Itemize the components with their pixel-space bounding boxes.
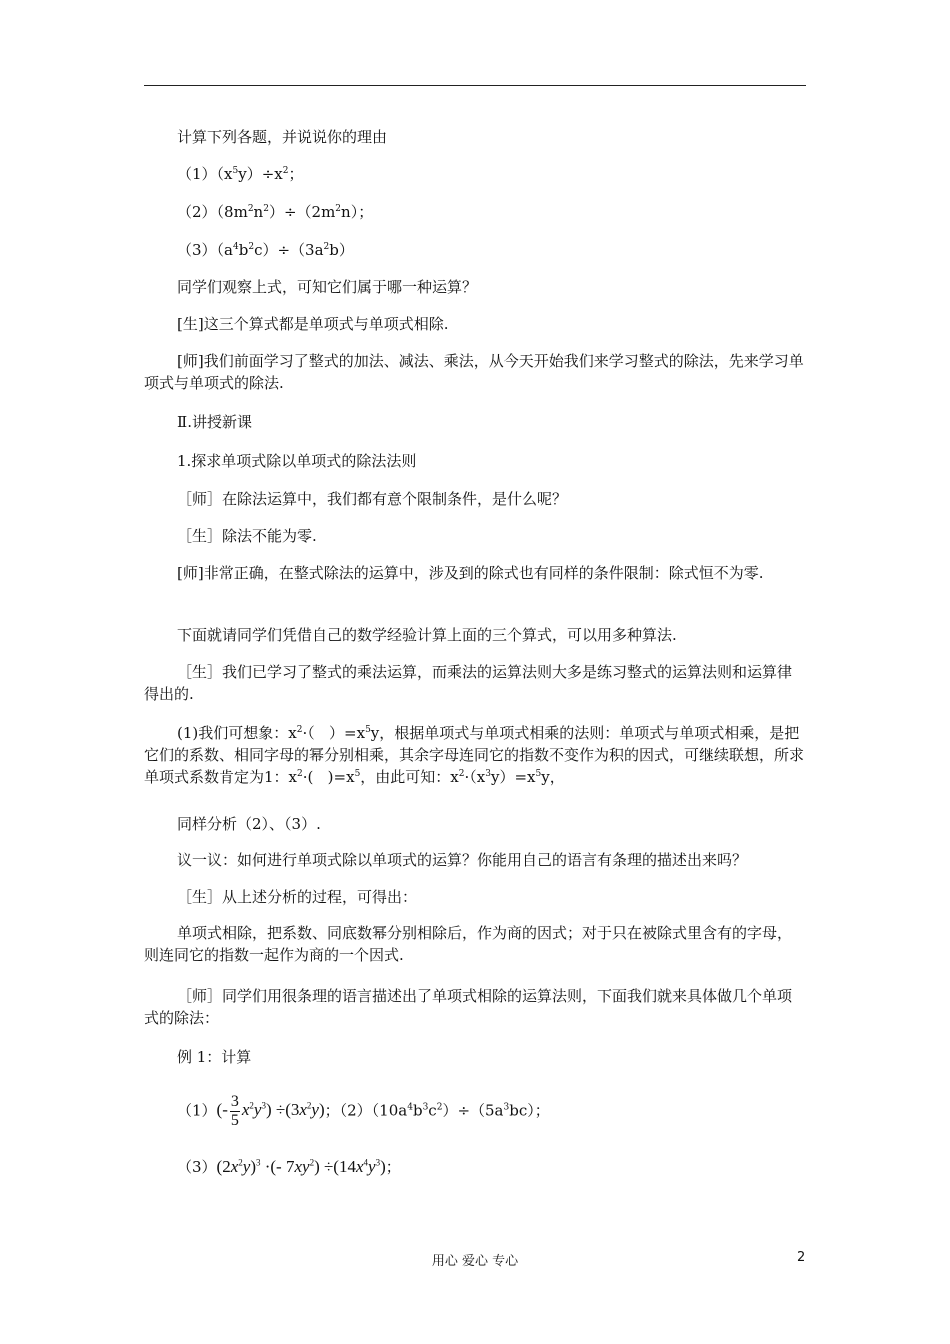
calculation-prompt: 下面就请同学们凭借自己的数学经验计算上面的三个算式，可以用多种算法. <box>177 626 677 644</box>
instruction-line: 计算下列各题，并说说你的理由 <box>177 128 388 146</box>
division-rule: 单项式相除，把系数、同底数幂分别相除后，作为商的因式；对于只在被除式里含有的字母，则连同它的指数一起作为商的一个因式. <box>144 924 793 964</box>
example-heading: 例 1：计算 <box>177 1048 252 1066</box>
question-3: $(3)(a^4b^2c)\div(3a^2b)$ <box>177 241 354 259</box>
page-number: 2 <box>797 1250 806 1265</box>
same-analysis: 同样分析（2）、（3）. <box>177 815 321 833</box>
example-3-expression: $(3)(2x^2y)^3$ ·(- $7xy^2) \div(14x^4y^3)$； <box>177 1157 401 1176</box>
discussion-question: 议一议：如何进行单项式除以单项式的运算？你能用自己的语言有条理的描述出来吗？ <box>177 851 748 869</box>
question-1: $(1)(x^5y)\div x^2$； <box>177 165 304 183</box>
teacher-confirm: [师]非常正确，在整式除法的运算中，涉及到的除式也有同样的条件限制：除式恒不为零. <box>177 564 764 582</box>
student-reply-4: ［生］从上述分析的过程，可得出： <box>177 888 418 906</box>
page-footer: 用心 爱心 专心 <box>431 1254 519 1269</box>
student-reply-3: ［生］我们已学习了整式的乘法运算，而乘法的运算法则大多是练习整式的运算法则和运算律得出的. <box>144 663 793 703</box>
student-reply-1: [生]这三个算式都是单项式与单项式相除. <box>177 315 449 333</box>
student-reply-2: ［生］除法不能为零. <box>177 527 317 545</box>
subsection-heading: 1.探求单项式除以单项式的除法法则 <box>177 452 417 470</box>
analysis-paragraph: (1)我们可想象：$x^2\cdot$（ ）$=x^5y$，根据单项式与单项式相乘的法则：单项式与单项式相乘，是把它们的系数、相同字母的幂分别相乘，其余字母连同它的指数不变作为积的因式，可继续联想，所求单项式系数肯定为1：$x^2\cdot$( )$=x^5$，由此可知：$x^2\cdot(x^3y)=x^5y$， <box>144 724 805 786</box>
question-2: $(2)(8m^2n^2)\div(2m^2n)$； <box>177 203 374 221</box>
teacher-question: ［师］在除法运算中，我们都有意个限制条件，是什么呢？ <box>177 490 568 508</box>
example-1-expressions: （1）(- $\frac{3}{5}$ $x^2y^3) \div(3x^2y)$；$(2)(10a^4b^3c^2)\div(5a^3bc)$； <box>177 1093 550 1129</box>
teacher-intro: [师]我们前面学习了整式的加法、减法、乘法，从今天开始我们来学习整式的除法，先来学习单项式与单项式的除法. <box>144 352 804 392</box>
header-rule <box>144 85 806 86</box>
section-heading: Ⅱ.讲授新课 <box>177 413 252 431</box>
observation-question: 同学们观察上式，可知它们属于哪一种运算？ <box>177 278 478 296</box>
teacher-summary: ［师］同学们用很条理的语言描述出了单项式相除的运算法则，下面我们就来具体做几个单项式的除法： <box>144 987 793 1027</box>
